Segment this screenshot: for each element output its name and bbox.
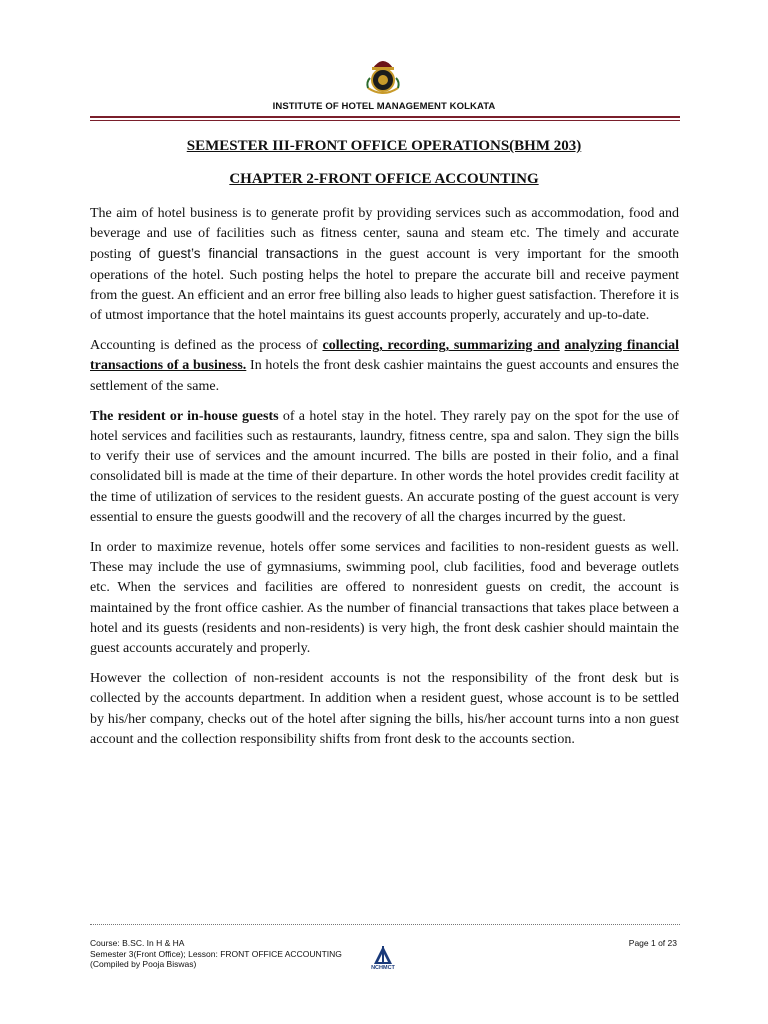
page-number: Page 1 of 23 <box>628 938 677 948</box>
resident-guests-text: of a hotel stay in the hotel. They rarely pay on the spot for the use of hotel services and facilities such as restaurants, laundry, fitness centre, spa and salon. They sign the bills to verify their use of services and the amount incurred. The bills are posted in their folio, and a final consolidated bill is made at the time of their departure. In other words the hotel provides credit facility at the time of utilization of services to the resident guests. An accurate posting of the guest account is very essential to ensure the guests goodwill and the recovery of all the charges incurred by the guest. <box>90 408 680 525</box>
footer-course: Course: B.SC. In H & HA <box>90 938 185 948</box>
paragraph-collection: However the collection of non-resident accounts is not the responsibility of the front desk but is collected by the accounts department. In addition when a resident guest, whose account is to be settled by his/her company, checks out of the hotel after signing the bills, his/her account turns into a non guest account and the collection responsibility shifts from front desk to the accounts section. <box>90 671 679 747</box>
paragraph-intro <box>90 204 679 326</box>
paragraph-intro-inline: of guest’s financial transactions <box>138 246 339 262</box>
nchmct-logo-text: NCHMCT <box>371 965 395 971</box>
definition-text: Accounting is defined as the process of <box>90 338 323 354</box>
institute-name: INSTITUTE OF HOTEL MANAGEMENT KOLKATA <box>272 101 496 112</box>
footer-compiled: (Compiled by Pooja Biswas) <box>90 959 197 969</box>
definition-emphasis-1: collecting, recording, summarizing and <box>322 338 560 354</box>
chapter-heading: CHAPTER 2-FRONT OFFICE ACCOUNTING <box>229 171 539 187</box>
definition-emphasis-2: analyzing financial transactions of a business. <box>90 338 680 374</box>
header-rule <box>90 116 680 118</box>
footer-semester: Semester 3(Front Office); Lesson: FRONT OFFICE ACCOUNTING <box>90 948 342 959</box>
paragraph-resident-guests <box>90 407 679 528</box>
definition-rest: In hotels the front desk cashier maintains the guest accounts and ensures the settlement of the same. <box>90 358 679 394</box>
institute-emblem-icon <box>360 52 406 98</box>
header-rule-thin <box>90 120 680 121</box>
footer-rule <box>90 924 680 925</box>
paragraph-accounting-definition <box>90 336 679 397</box>
paragraph-intro-text: The aim of hotel business is to generate profit by providing services such as accommodation, food and beverage and use of facilities such as fitness center, sauna and steam etc. The timely and accurate posting <box>90 206 679 263</box>
paragraph-non-resident: In order to maximize revenue, hotels offer some services and facilities to non-resident guests as well. These may include the use of gymnasiums, swimming pool, club facilities, food and beverage outlets etc. When the services and facilities are offered to nonresident guests on credit, the account is maintained by the front office cashier. As the number of financial transactions that takes place between a hotel and its guests (residents and non-residents) is very high, the front desk cashier should maintain the guest accounts accurately and properly. <box>90 540 679 657</box>
body-text <box>90 204 679 760</box>
paragraph-intro-rest: in the guest account is very important for the smooth operations of the hotel. Such posting helps the hotel to prepare the accurate bill and receive payment from the guest. An efficient and an error free billing also leads to higher guest satisfaction. Therefore it is of utmost importance that the hotel maintains its guest accounts properly, accurately and up-to-date. <box>90 247 679 324</box>
resident-guests-term: The resident or in-house guests <box>90 408 279 424</box>
footer-course-info <box>90 938 342 970</box>
semester-heading: SEMESTER III-FRONT OFFICE OPERATIONS(BHM 203) <box>186 138 582 154</box>
